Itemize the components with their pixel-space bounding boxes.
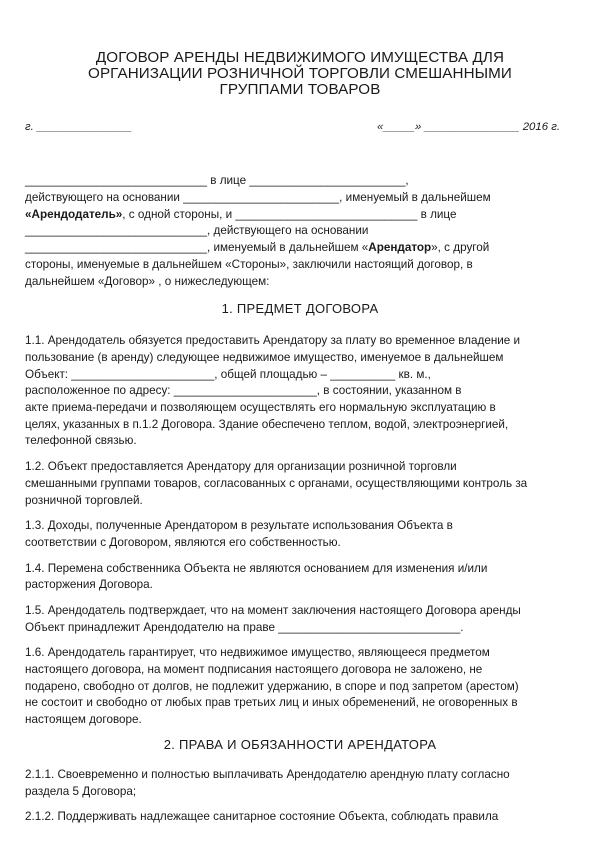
parties-line: ____________________________, именуемый в дальнейшем «Арендатор», с другой: [25, 241, 490, 254]
paragraph-line: соответствии с Договором, являются его собственностью.: [25, 536, 341, 549]
date-line: «_____» _______________ 2016 г.: [377, 121, 560, 133]
paragraph-line: 1.4. Перемена собственника Объекта не являются основанием для изменения и/или: [25, 562, 488, 575]
paragraph-line: 1.6. Арендодатель гарантирует, что недвижимое имущество, являющееся предметом: [25, 646, 490, 659]
paragraph-line: 2.1.1. Своевременно и полностью выплачивать Арендодателю арендную плату согласно: [25, 768, 510, 781]
paragraph-line: подарено, свободно от долгов, не подлежит удержанию, в споре и под запретом (арестом): [25, 680, 519, 693]
paragraph-line: смешанными группами товаров, согласованных с органами, осуществляющими контроль за: [25, 477, 528, 490]
title-line: ДОГОВОР АРЕНДЫ НЕДВИЖИМОГО ИМУЩЕСТВА ДЛЯ: [95, 49, 505, 66]
parties-line: действующего на основании ________________________, именуемый в дальнейшем: [25, 191, 491, 204]
paragraph-line: 2.1.2. Поддерживать надлежащее санитарное состояние Объекта, соблюдать правила: [25, 810, 499, 823]
paragraph-line: целях, указанных в п.1.2 Договора. Здание обеспечено теплом, водой, электроэнергией,: [25, 418, 509, 431]
paragraph-line: расположенное по адресу: ______________________, в состоянии, указанном в: [25, 384, 462, 397]
title-line: ГРУППАМИ ТОВАРОВ: [219, 81, 381, 98]
parties-line: ____________________________ в лице ________________________,: [25, 174, 409, 187]
paragraph-line: пользование (в аренду) следующее недвижимое имущество, именуемое в дальнейшем: [25, 351, 504, 364]
paragraph-line: телефонной связью.: [25, 434, 137, 447]
paragraph-line: настоящем договоре.: [25, 713, 142, 726]
paragraph-line: расторжения Договора.: [25, 578, 153, 591]
paragraph-line: 1.5. Арендодатель подтверждает, что на момент заключения настоящего Договора аренды: [25, 604, 521, 617]
parties-line: стороны, именуемые в дальнейшем «Стороны», заключили настоящий договор, в: [25, 258, 473, 271]
paragraph-line: Объект: ______________________, общей площадью – __________ кв. м.,: [25, 368, 431, 381]
title-line: ОРГАНИЗАЦИИ РОЗНИЧНОЙ ТОРГОВЛИ СМЕШАННЫМИ: [88, 65, 512, 82]
section-heading: 1. ПРЕДМЕТ ДОГОВОРА: [221, 301, 379, 316]
lessor-term: «Арендодатель»: [25, 208, 123, 221]
paragraph-line: 1.3. Доходы, полученные Арендатором в результате использования Объекта в: [25, 519, 453, 532]
paragraph-line: раздела 5 Договора;: [25, 785, 137, 798]
paragraph-line: 1.1. Арендодатель обязуется предоставить Арендатору за плату во временное владение и: [25, 334, 521, 347]
paragraph-line: настоящего договора, на момент подписания настоящего договора не заложено, не: [25, 663, 483, 676]
parties-line: «Арендодатель», с одной стороны, и ____________________________ в лице: [25, 208, 457, 221]
paragraph-line: не состоит и свободно от любых прав третьих лиц и иных обременений, не оговоренных в: [25, 696, 518, 709]
paragraph-line: розничной торговлей.: [25, 494, 143, 507]
city-line: г. _______________: [25, 121, 132, 133]
section-heading: 2. ПРАВА И ОБЯЗАННОСТИ АРЕНДАТОРА: [163, 737, 437, 752]
lessee-term: Арендатор: [368, 241, 432, 254]
parties-line: ____________________________, действующего на основании: [25, 224, 369, 237]
document-title: [40, 50, 560, 98]
paragraph-line: акте приема-передачи и позволяющем осуществлять его нормальную эксплуатацию в: [25, 401, 496, 414]
paragraph-line: 1.2. Объект предоставляется Арендатору для организации розничной торговли: [25, 460, 457, 473]
paragraph-line: Объект принадлежит Арендодателю на праве ____________________________.: [25, 621, 464, 634]
parties-line: дальнейшем «Договор» , о нижеследующем:: [25, 275, 270, 288]
